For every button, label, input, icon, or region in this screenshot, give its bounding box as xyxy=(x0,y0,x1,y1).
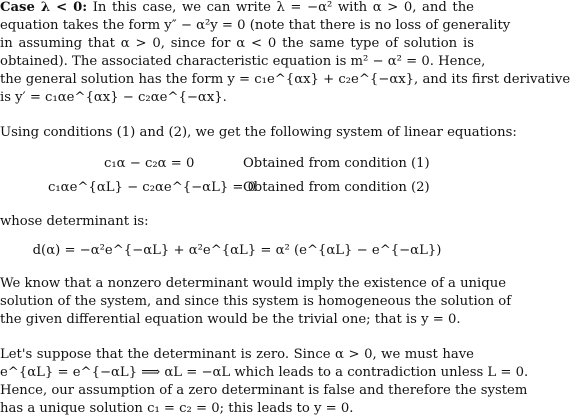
paragraph-zero-line-4: has a unique solution c₁ = c₂ = 0; this leads to y = 0. xyxy=(0,401,354,416)
determinant-equation: d(α) = −α²e^{−αL} + α²e^{αL} = α² (e^{αL} − e^{−αL}) xyxy=(32,243,442,258)
paragraph-nonzero-line-2: solution of the system, and since this system is homogeneous the solution of xyxy=(0,294,512,309)
equation-1: c₁α − c₂α = 0 xyxy=(104,156,195,171)
equation-2: c₁αe^{αL} − c₂αe^{−αL} = 0 xyxy=(48,180,257,195)
paragraph-system-intro: Using conditions (1) and (2), we get the following system of linear equations: xyxy=(0,125,517,140)
equation-1-note: Obtained from condition (1) xyxy=(243,156,430,171)
equation-2-note: Obtained from condition (2) xyxy=(243,180,430,195)
paragraph-nonzero-line-1: We know that a nonzero determinant would imply the existence of a unique xyxy=(0,276,507,291)
paragraph-case-line-3: in assuming that α > 0, since for α < 0 the same type of solution is xyxy=(0,36,474,51)
paragraph-case-line-1: Case λ < 0: In this case, we can write λ = −α² with α > 0, and the xyxy=(0,0,474,15)
paragraph-nonzero-line-3: the given differential equation would be the trivial one; that is y = 0. xyxy=(0,312,461,327)
paragraph-zero-line-3: Hence, our assumption of a zero determinant is false and therefore the system xyxy=(0,383,528,398)
paragraph-case-line-5: the general solution has the form y = c₁e^{αx} + c₂e^{−αx}, and its first derivative xyxy=(0,72,570,87)
paragraph-case-line-6: is y′ = c₁αe^{αx} − c₂αe^{−αx}. xyxy=(0,90,227,105)
paragraph-case-line-4: obtained). The associated characteristic equation is m² − α² = 0. Hence, xyxy=(0,54,486,69)
paragraph-determinant-intro: whose determinant is: xyxy=(0,214,149,229)
paragraph-zero-line-2: e^{αL} = e^{−αL} ⟹ αL = −αL which leads to a contradiction unless L = 0. xyxy=(0,365,529,380)
paragraph-case-line-2: equation takes the form y″ − α²y = 0 (note that there is no loss of generality xyxy=(0,18,511,33)
paragraph-zero-line-1: Let's suppose that the determinant is zero. Since α > 0, we must have xyxy=(0,347,474,362)
